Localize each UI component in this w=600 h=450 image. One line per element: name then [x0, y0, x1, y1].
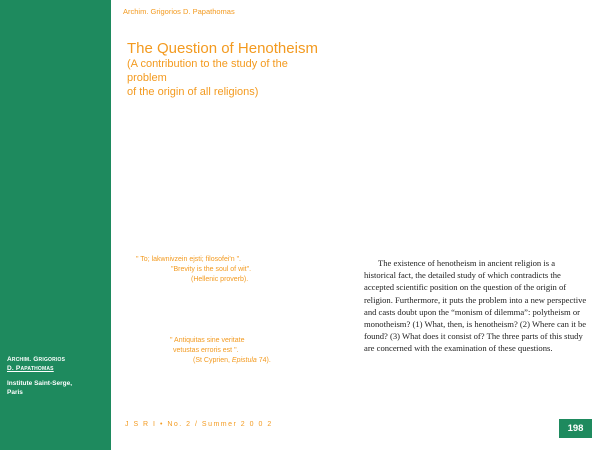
epigraph1-line1: " To; lakwnivzein ejsti; filosofei'n ".: [136, 256, 241, 263]
article-subtitle: [127, 57, 347, 99]
article-title: The Question of Henotheism: [127, 40, 318, 57]
running-header-author: Archim. Grigorios D. Papathomas: [123, 7, 235, 16]
epigraph2-source-prefix: (St Cyprien,: [193, 357, 232, 364]
epigraph2-line2: vetustas erroris est ".: [173, 347, 239, 354]
sidebar-author-name: [7, 355, 107, 373]
subtitle-line1: (A contribution to the study of the: [127, 58, 288, 70]
sidebar-affiliation-line1: Institute Saint-Serge,: [7, 380, 73, 387]
subtitle-line2: problem: [127, 72, 167, 84]
epigraph1-line2: "Brevity is the soul of wit".: [171, 266, 252, 273]
epigraph1-line3: (Hellenic proverb).: [191, 276, 249, 283]
subtitle-line3: of the origin of all religions): [127, 86, 259, 98]
abstract-paragraph: The existence of henotheism in ancient religion is a historical fact, the detailed study of which contradicts the accepted scientific position on the question of the origin of religion. Furthermore, it puts the problem into a new perspective and casts doubt upon the “monism of dilemma”: polytheism or monotheism? (1) What, then, is henotheism? (2) Where can it be found? (3) What does it consist of? The three parts of this study are concerned with the examination of these questions.: [364, 258, 587, 354]
epigraph-cyprian: [170, 336, 271, 366]
sidebar-affiliation-line2: Paris: [7, 389, 23, 396]
sidebar-affiliation: [7, 379, 107, 397]
epigraph2-source-title: Epistula: [231, 357, 257, 364]
epigraph2-line1: " Antiquitas sine veritate: [170, 337, 245, 344]
sidebar-author-line2: D. Papathomas: [7, 365, 54, 372]
epigraph-greek-proverb: [136, 255, 251, 285]
journal-footer: J S R I • No. 2 / Summer 2 0 0 2: [125, 421, 273, 428]
sidebar-author-line1: Archim. Grigorios: [7, 356, 66, 363]
epigraph2-source: [170, 356, 271, 366]
epigraph2-source-suffix: 74).: [256, 357, 271, 364]
sidebar-author-block: [7, 355, 107, 397]
page-number-badge: 198: [559, 419, 592, 438]
